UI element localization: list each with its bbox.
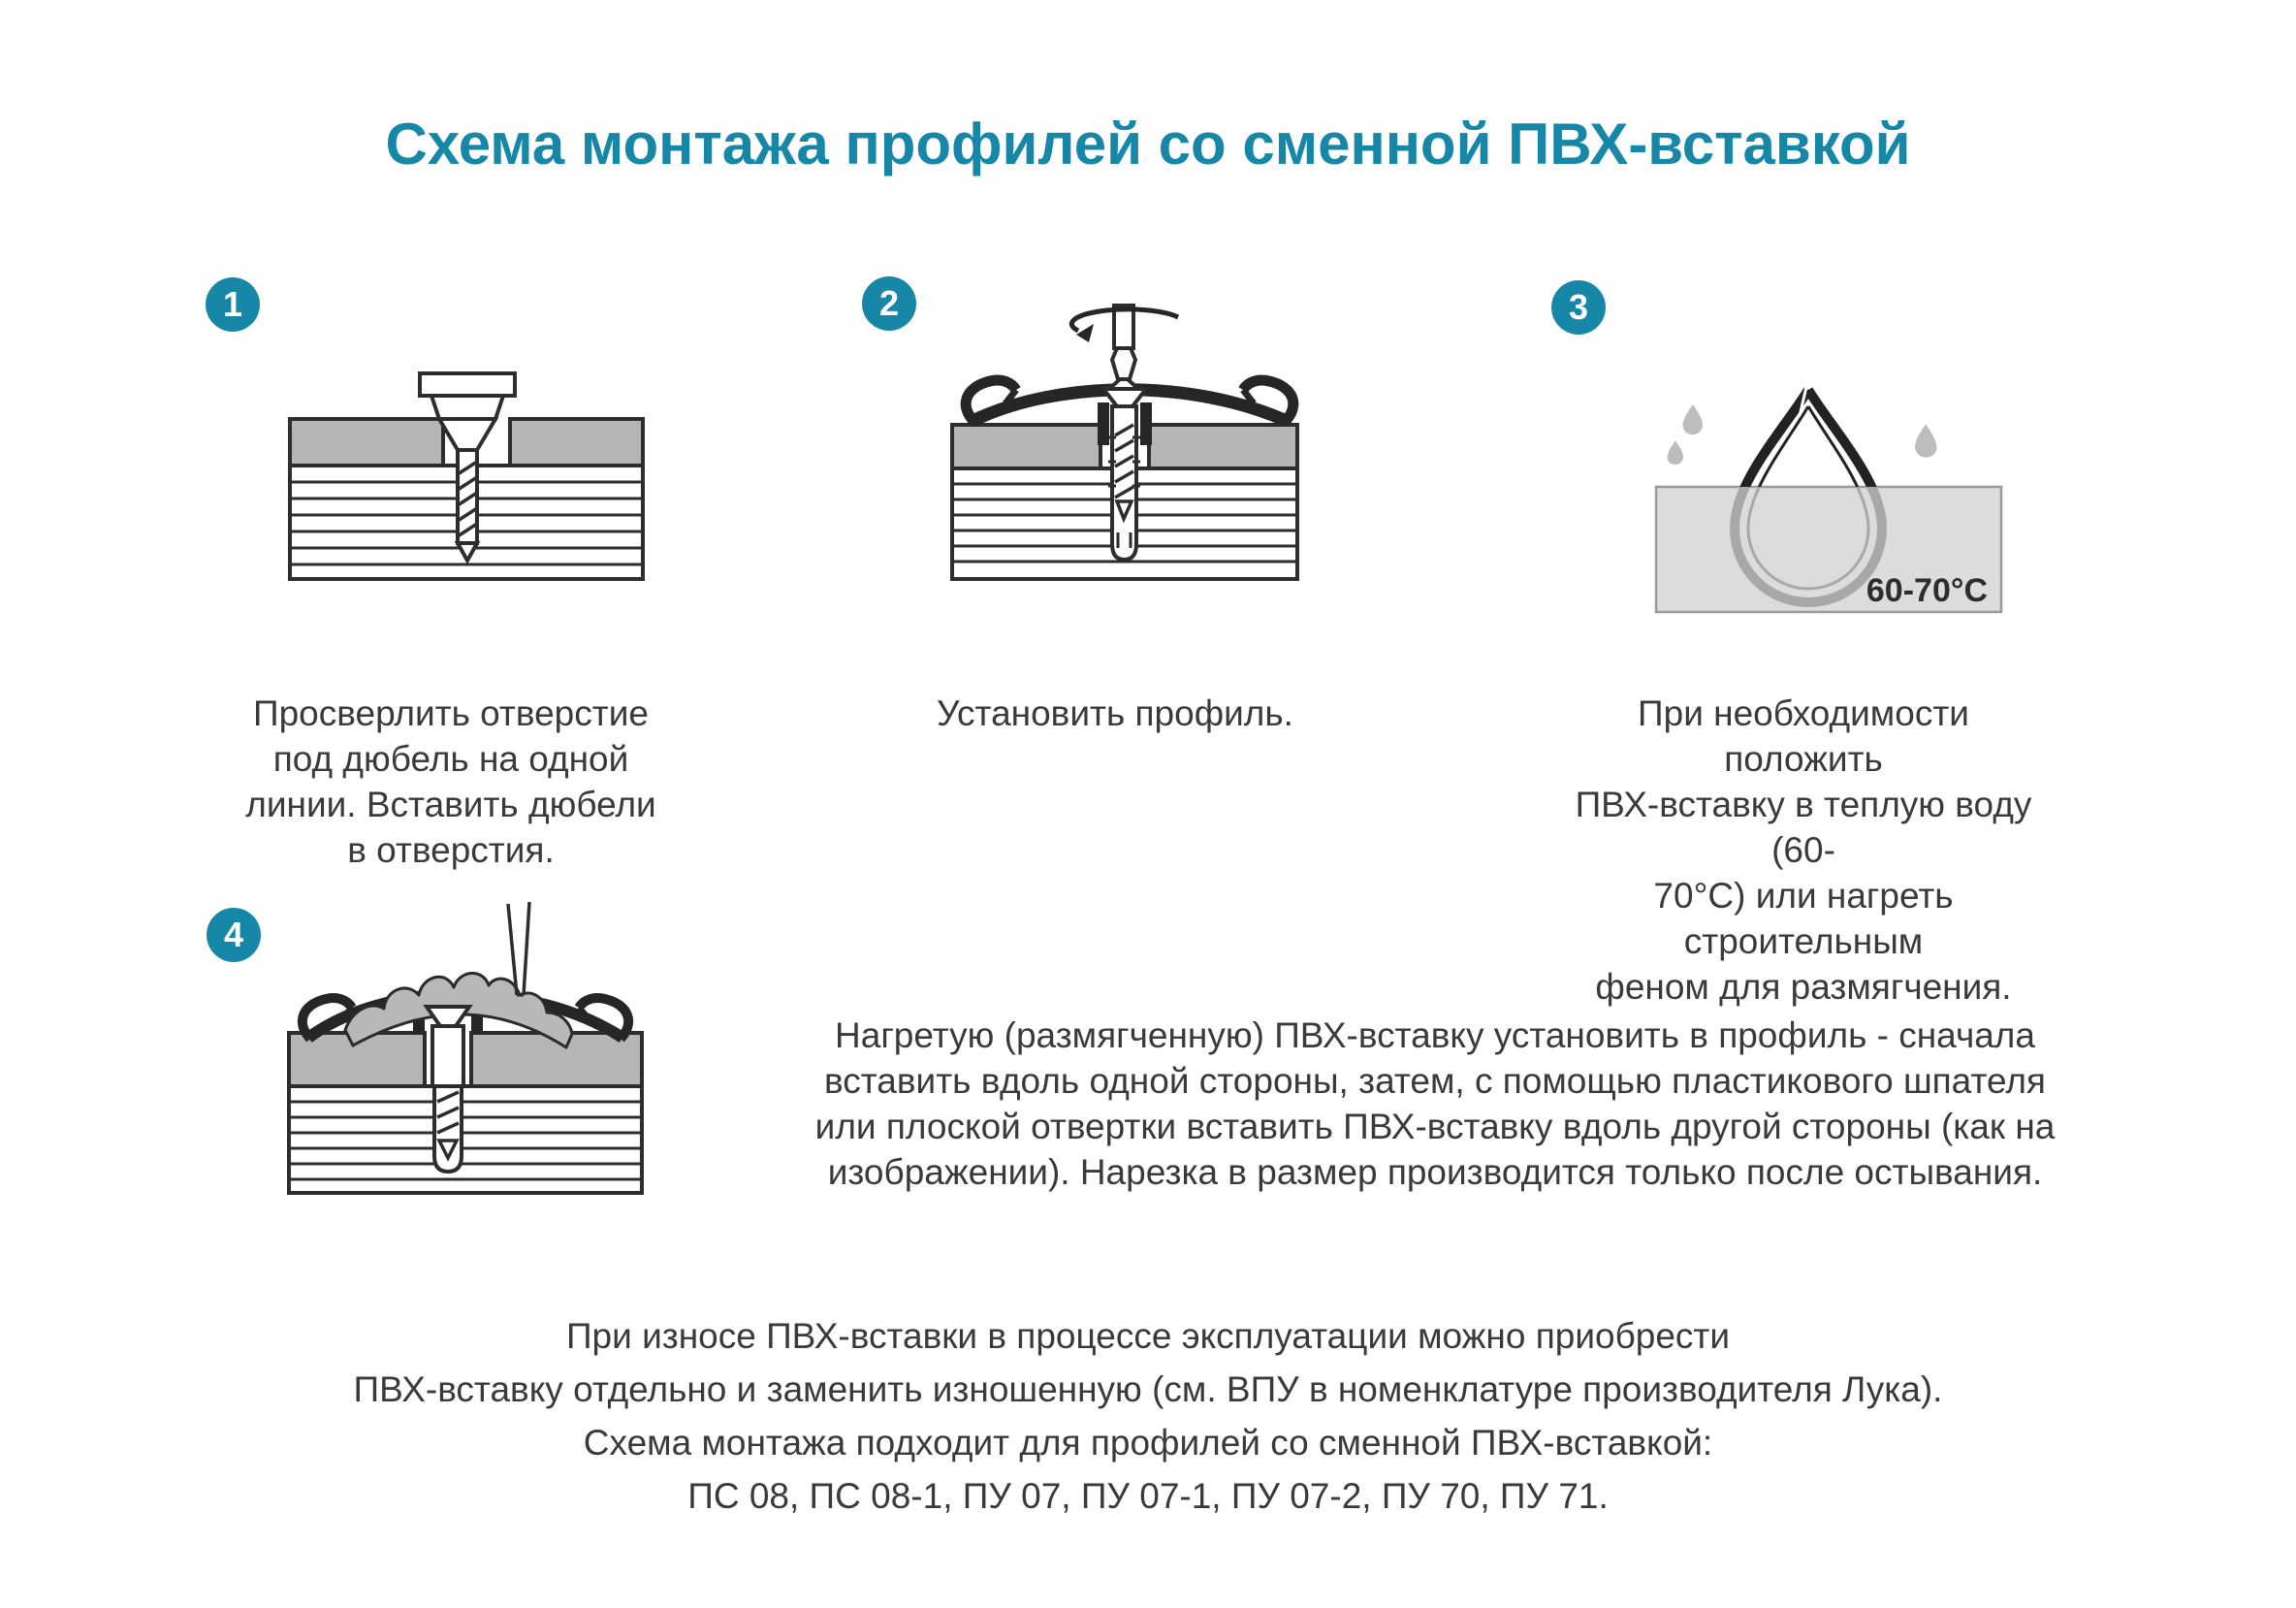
step-1-number: 1 (222, 284, 243, 324)
step-2-number: 2 (878, 283, 900, 323)
floor-slab-left (290, 419, 443, 466)
step-1-illustration (286, 369, 647, 587)
caption-line: под дюбель на одной (272, 739, 629, 779)
screw-head (427, 1007, 469, 1026)
screwdriver-icon (1109, 306, 1138, 389)
screw-icon (427, 1007, 469, 1172)
step-2-badge (862, 276, 916, 331)
insert-pvc-drawing (281, 902, 650, 1198)
footer-note (0, 1309, 2296, 1523)
footer-line: При износе ПВХ-вставки в процессе эксплуатации можно приобрести (565, 1316, 1731, 1356)
floor-slab-right (1149, 425, 1297, 468)
step-4-badge (207, 908, 261, 962)
caption-line: ПВХ-вставку в теплую воду (60- (1575, 785, 2032, 870)
caption-line: Установить профиль. (937, 693, 1293, 733)
splash-droplet-right (1915, 424, 1936, 457)
caption-line: или плоской отвертки вставить ПВХ-вставку вдоль другой стороны (как на (814, 1107, 2056, 1146)
temperature-label: 60-70°C (1866, 572, 1988, 609)
floor-slab-right (510, 419, 643, 466)
step-2-illustration (942, 294, 1309, 587)
drill-and-dowel-drawing (286, 369, 647, 587)
warm-water-drawing (1648, 381, 2009, 619)
step-4-number: 4 (223, 915, 244, 954)
step-3-illustration (1648, 381, 2009, 619)
footer-line: ПС 08, ПС 08-1, ПУ 07, ПУ 07-1, ПУ 07-2, ПУ 70, ПУ 71. (687, 1476, 1609, 1516)
step-3-caption (1566, 691, 2041, 1010)
caption-line: При необходимости положить (1638, 693, 1969, 779)
page-title: Схема монтажа профилей со сменной ПВХ-вставкой (385, 112, 1911, 177)
step-3-badge (1551, 280, 1606, 335)
screw-head (1103, 389, 1146, 406)
caption-line: линии. Вставить дюбели (245, 785, 656, 824)
floor-slab-left (952, 425, 1100, 468)
splash-droplet-left-1 (1683, 404, 1703, 434)
step-1-caption (223, 691, 679, 873)
caption-line: в отверстия. (347, 830, 555, 870)
footer-line: Схема монтажа подходит для профилей со сменной ПВХ-вставкой: (583, 1423, 1713, 1463)
caption-line: феном для размягчения. (1595, 967, 2012, 1007)
step-2-caption (800, 691, 1430, 736)
caption-line: 70°C) или нагреть строительным (1653, 876, 1954, 961)
step-4-illustration (281, 902, 650, 1198)
caption-line: изображении). Нарезка в размер производится только после остывания. (827, 1152, 2043, 1192)
splash-droplet-left-2 (1668, 440, 1683, 465)
caption-line: вставить вдоль одной стороны, затем, с помощью пластикового шпателя (824, 1061, 2046, 1101)
install-profile-drawing (942, 294, 1309, 587)
caption-line: Нагретую (размягченную) ПВХ-вставку установить в профиль - сначала (835, 1015, 2035, 1055)
step-1-badge (206, 277, 260, 332)
caption-line: Просверлить отверстие (253, 693, 649, 733)
step-4-caption (679, 1013, 2191, 1195)
footer-line: ПВХ-вставку отдельно и заменить изношенную (см. ВПУ в номенклатуре производителя Лука). (353, 1369, 1943, 1409)
step-3-number: 3 (1568, 287, 1589, 327)
